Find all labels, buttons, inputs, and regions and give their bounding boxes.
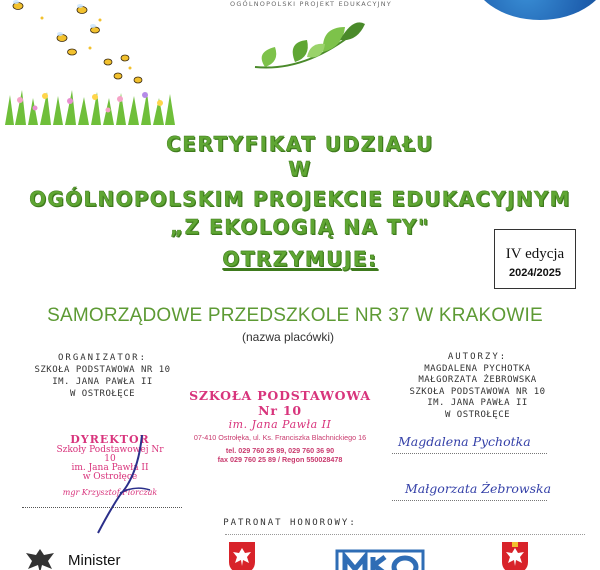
regional-coat-of-arms-icon xyxy=(488,540,542,570)
bee-meadow-illustration xyxy=(0,0,175,125)
recipient-name: SAMORZĄDOWE PRZEDSZKOLE NR 37 W KRAKOWIE xyxy=(47,305,543,326)
director-signature-line xyxy=(22,507,182,508)
certificate-title: CERTYFIKAT UDZIAŁU xyxy=(166,132,434,156)
author-signature: Magdalena Pychotka xyxy=(398,434,531,449)
director-line: Szkoły Podstawowej Nr 10 xyxy=(56,445,164,464)
author-line: IM. JANA PAWŁA II xyxy=(427,398,528,408)
globe-illustration xyxy=(470,0,600,25)
stamp-line: SZKOŁA PODSTAWOWA Nr 10 xyxy=(189,388,371,418)
organizer-block xyxy=(0,352,205,400)
author-line: SZKOŁA PODSTAWOWA NR 10 xyxy=(409,386,546,397)
stamp-line: 07-410 Ostrołęka, ul. Ks. Franciszka Blachnickiego 16 xyxy=(193,433,367,442)
director-title: DYREKTOR xyxy=(70,433,150,446)
certificate-title-w: W xyxy=(288,157,312,181)
authors-block xyxy=(375,352,580,421)
organizer-line: W OSTROŁĘCE xyxy=(69,389,136,399)
minister-text: Minister xyxy=(68,551,121,569)
author-line: MAŁGORZATA ŻEBROWSKA xyxy=(418,375,537,385)
organizer-line: IM. JANA PAWŁA II xyxy=(52,377,153,387)
coat-of-arms-icon xyxy=(215,540,269,570)
director-line: im. Jana Pawła II xyxy=(71,463,149,473)
edition-label: IV edycja xyxy=(505,246,565,262)
school-stamp xyxy=(185,388,375,464)
author-signature: Małgorzata Żebrowska xyxy=(405,481,552,496)
patronage-label: PATRONAT HONOROWY: xyxy=(223,518,357,528)
leaf-sprout-logo xyxy=(245,12,365,74)
organizer-label: ORGANIZATOR: xyxy=(57,353,148,363)
project-label: OGÓLNOPOLSKI PROJEKT EDUKACYJNY xyxy=(230,0,392,8)
mko-logo xyxy=(335,545,425,570)
eagle-icon xyxy=(20,545,60,570)
authors-label: AUTORZY: xyxy=(447,352,508,362)
stamp-line: fax 029 760 25 89 / Regon 550028478 xyxy=(217,455,343,464)
receives-label: OTRZYMUJE: xyxy=(222,247,378,271)
director-line: w Ostrołęce xyxy=(82,472,138,482)
minister-logo xyxy=(20,545,121,570)
author-line: W OSTROŁĘCE xyxy=(444,409,511,420)
recipient-caption: (nazwa placówki) xyxy=(241,330,335,344)
stamp-line: im. Jana Pawła II xyxy=(228,418,332,431)
edition-box xyxy=(494,229,576,289)
organizer-line: SZKOŁA PODSTAWOWA NR 10 xyxy=(34,365,171,375)
certificate-title-project: OGÓLNOPOLSKIM PROJEKCIE EDUKACYJNYM xyxy=(29,187,571,211)
director-name: mgr Krzysztof Florczak xyxy=(62,488,158,497)
project-name: „Z EKOLOGIĄ NA TY" xyxy=(170,215,430,239)
patronage-rule xyxy=(225,534,585,535)
edition-year: 2024/2025 xyxy=(509,267,561,279)
signature-line xyxy=(392,453,547,454)
signature-line xyxy=(392,500,547,501)
stamp-line: tel. 029 760 25 89, 029 760 36 90 xyxy=(225,446,335,455)
author-line: MAGDALENA PYCHOTKA xyxy=(424,363,531,374)
